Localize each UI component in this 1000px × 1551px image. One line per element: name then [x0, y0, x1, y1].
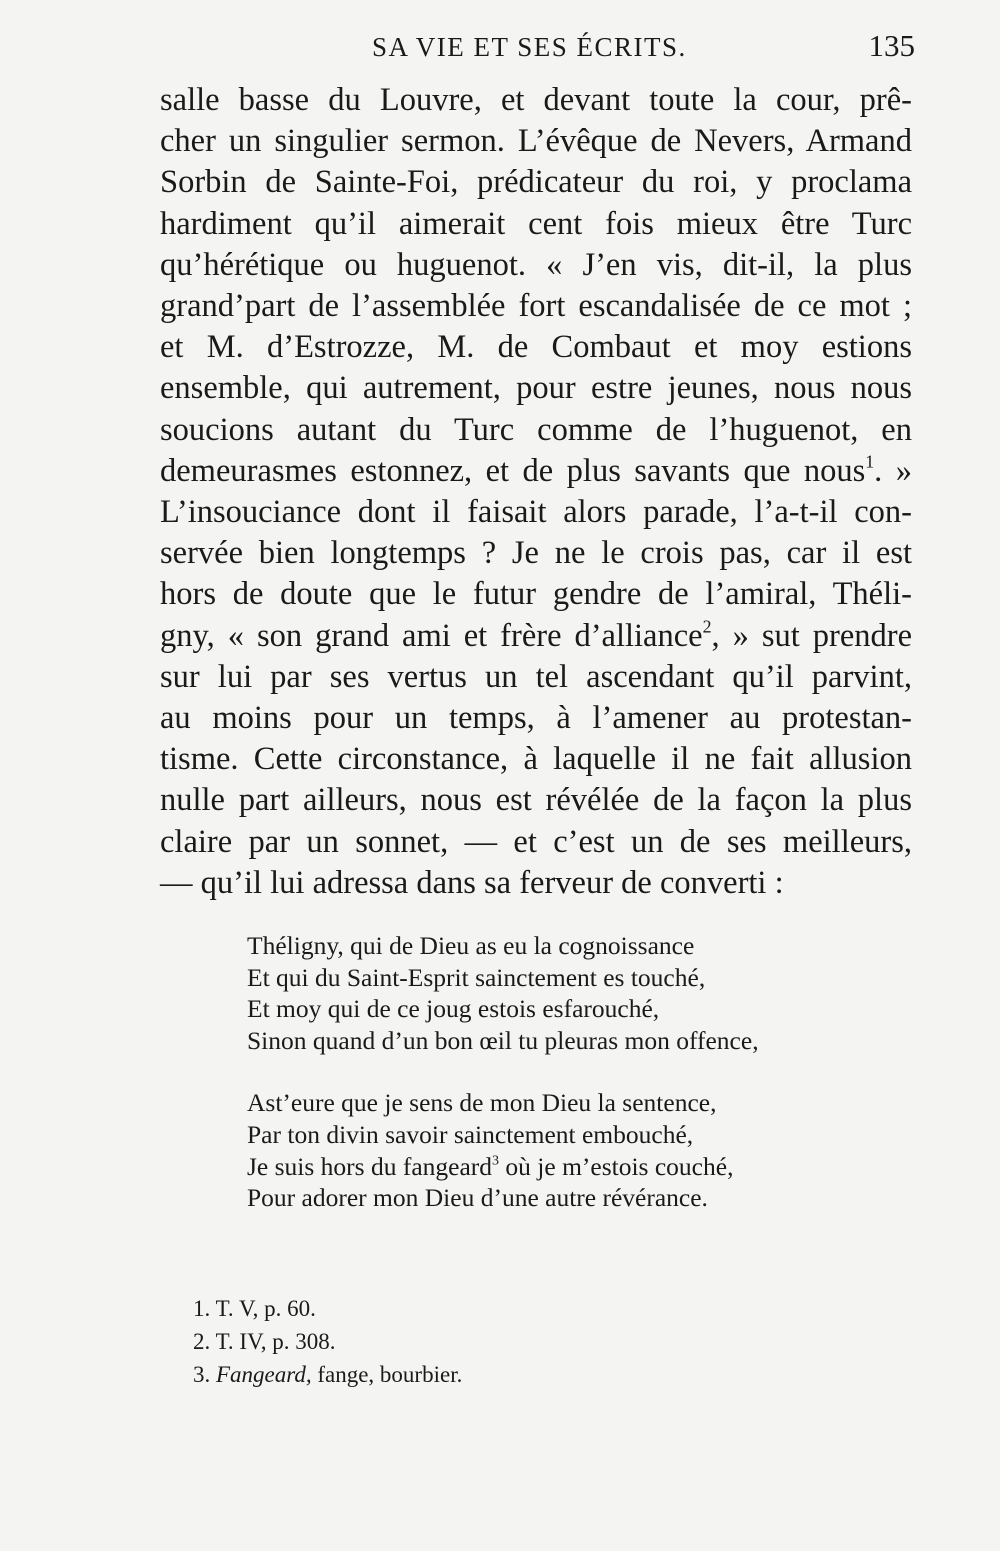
poem-verse: Sinon quand d’un bon œil tu pleuras mon offence,: [247, 1025, 759, 1055]
running-title: SA VIE ET SES ÉCRITS.: [372, 32, 687, 62]
text-line: salle basse du Louvre, et devant toute la cour, prê-: [160, 82, 912, 118]
footnote-definition: fange, bourbier.: [311, 1362, 463, 1387]
text-line: L’insouciance dont il faisait alors parade, l’a-t-il con-: [160, 494, 912, 531]
sonnet: [247, 930, 759, 1245]
text-line: ensemble, qui autrement, pour estre jeunes, nous nous: [160, 370, 912, 407]
text-segment: où je m’estois couché,: [499, 1151, 734, 1181]
poem-verse: Ast’eure que je sens de mon Dieu la sentence,: [247, 1088, 717, 1118]
poem-verse: Théligny, qui de Dieu as eu la cognoissance: [247, 931, 695, 960]
text-line: tisme. Cette circonstance, à laquelle il ne fait allusion: [160, 741, 912, 778]
poem-verse: Et qui du Saint-Esprit sainctement es touché,: [247, 962, 706, 992]
text-segment: . »: [874, 452, 913, 489]
text-line: au moins pour un temps, à l’amener au protestan-: [160, 700, 912, 737]
text-segment: demeurasmes estonnez, et de plus savants que nous: [160, 452, 866, 489]
poem-stanza: [247, 930, 759, 1056]
footnote-ref: 3: [492, 1153, 500, 1169]
poem-verse: Et moy qui de ce joug estois esfarouché,: [247, 994, 660, 1024]
text-line: servée bien longtemps ? Je ne le crois pas, car il est: [160, 535, 912, 572]
footnote: 1. T. V, p. 60.: [193, 1296, 316, 1321]
page-number: 135: [868, 28, 915, 63]
footnote-ref: 2: [702, 616, 712, 637]
text-line: sur lui par ses vertus un tel ascendant qu’il parvint,: [160, 658, 912, 695]
text-line-with-note: [160, 451, 912, 492]
footnote-term: Fangeard,: [216, 1362, 312, 1387]
footnote-ref: 1: [865, 451, 875, 472]
text-line: qu’hérétique ou huguenot. « J’en vis, dit-il, la plus: [160, 246, 912, 283]
text-segment: gny, « son grand ami et frère d’alliance: [160, 617, 703, 654]
text-line: — qu’il lui adressa dans sa ferveur de converti :: [160, 864, 784, 901]
text-line: hors de doute que le futur gendre de l’amiral, Théli-: [160, 576, 912, 613]
poem-stanza: [247, 1087, 759, 1213]
footnote-number: 3.: [193, 1362, 216, 1387]
main-paragraph: [160, 80, 912, 904]
text-segment: Je suis hors du fangeard: [247, 1151, 493, 1181]
text-segment: , » sut prendre: [711, 617, 912, 654]
text-line: Sorbin de Sainte-Foi, prédicateur du roi, y proclama: [160, 164, 912, 201]
text-line: soucions autant du Turc comme de l’huguenot, en: [160, 411, 912, 448]
text-line: nulle part ailleurs, nous est révélée de la façon la plus: [160, 782, 912, 819]
poem-verse: Pour adorer mon Dieu d’une autre révérance.: [247, 1183, 708, 1213]
poem-verse: Par ton divin savoir sainctement embouché,: [247, 1119, 694, 1149]
poem-verse-with-note: [247, 1151, 759, 1183]
text-line: et M. d’Estrozze, M. de Combaut et moy estions: [160, 329, 912, 366]
text-line-with-note: [160, 616, 912, 657]
footnote: 2. T. IV, p. 308.: [193, 1329, 336, 1354]
footnote: [193, 1358, 462, 1391]
text-line: cher un singulier sermon. L’évêque de Nevers, Armand: [160, 123, 912, 160]
text-line: claire par un sonnet, — et c’est un de ses meilleurs,: [160, 823, 912, 860]
footnotes: [193, 1292, 462, 1391]
text-line: grand’part de l’assemblée fort escandalisée de ce mot ;: [160, 288, 912, 325]
text-line: hardiment qu’il aimerait cent fois mieux être Turc: [160, 205, 912, 242]
page-header: [160, 28, 915, 68]
